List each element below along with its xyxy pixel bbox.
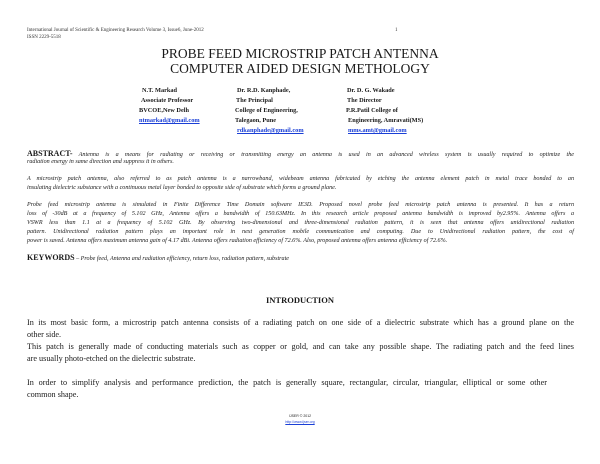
author-2-role: The Principal (236, 97, 273, 104)
author-1-affiliation: BVCOE,New Delh (139, 107, 190, 114)
author-3-email[interactable]: mms.amt@gmail.com (348, 127, 407, 134)
paper-title-line-2: COMPUTER AIDED DESIGN METHOLOGY (170, 61, 430, 76)
abstract-line: pattern. Unidirectional radiation pattern plays an important role in next generation mobile communication and computing. Due to Unidirectional radiation pattern, the cost of (27, 229, 574, 235)
intro-line: In order to simplify analysis and performance prediction, the patch is generally square, rectangular, circular, triangular, elliptical or some other (27, 378, 547, 387)
abstract-line (27, 150, 574, 158)
author-2-email[interactable]: rdkanphade@gmail.com (237, 127, 304, 134)
abstract-line: radiation energy in same direction and suppress it in others. (27, 159, 174, 165)
author-1-name: N.T. Markad (142, 87, 178, 94)
abstract-line: A microstrip patch antenna, also referred to as patch antenna is a narrowband, widebeam antenna fabricated by etching the antenna element patch in metal trace bonded to an (27, 176, 574, 182)
author-3-location: Engineering, Amravati(MS) (348, 117, 424, 124)
intro-line: are usually photo-etched on the dielectric substrate. (27, 354, 196, 363)
journal-header: International Journal of Scientific & Engineering Research Volume 3, Issue6, June-2012 (27, 28, 204, 33)
keywords-line (27, 254, 289, 262)
abstract-line: Probe feed microstrip antenna is simulated in Finite Difference Time Domain software IE3D. Proposed novel probe feed microstrip patch antenna is presented. It has a return (27, 202, 574, 208)
footer-copyright: IJSER © 2012 (288, 414, 312, 418)
abstract-line: loss of -30dB at a frequency of 5.102 GHz, Antenna offers a bandwidth of 150.63MHz. In this research article proposed antenna bandwidth is improved by2.95%. Antenna offers a (27, 211, 574, 217)
author-3-name: Dr. D. G. Wakade (347, 87, 395, 94)
footer-url[interactable]: http://www.ijser.org (285, 420, 315, 424)
abstract-line: insulating dielectric substance with a continuous metal layer bonded to opposite side of substrate which forms a ground plane. (27, 185, 337, 191)
intro-line: In its most basic form, a microstrip patch antenna consists of a radiating patch on one side of a dielectric substrate which has a ground plane on the (27, 318, 574, 327)
intro-line: other side. (27, 330, 62, 339)
author-1-role: Associate Professor (141, 97, 194, 104)
author-2-affiliation: College of Engineering, (235, 107, 298, 114)
author-3-affiliation: P.R.Patil College of (346, 107, 398, 114)
intro-line: This patch is generally made of conducting materials such as copper or gold, and can take any possible shape. The radiating patch and the feed lines (27, 342, 574, 351)
issn: ISSN 2229-5518 (27, 35, 61, 40)
author-2-name: Dr. R.D. Kanphade, (237, 87, 291, 94)
keywords-label: KEYWORDS (27, 253, 75, 262)
abstract-line: VSWR less than 1.1 at a frequency of 5.102 GHz. By observing two-dimensional and three-dimensional radiation pattern, it is seen that antenna offers unidirectional radiation (27, 220, 574, 226)
abstract-text: Antenna is a means for radiating or receiving or transmitting energy an antenna is used in an advanced wireless system is usually required to optimize the (78, 152, 574, 158)
author-3-role: The Director (347, 97, 382, 104)
intro-line: common shape. (27, 390, 79, 399)
page-number: 1 (395, 28, 398, 33)
abstract-line: power is saved. Antenna offers maximum antenna gain of 4.17 dBi. Antenna offers radiation efficiency of 72.6%. Also, proposed antenna offers antenna efficiency of 72.6%. (27, 238, 448, 244)
keywords-text: – Probe feed, Antenna and radiation efficiency, return loss, radiation pattern, substrate (76, 256, 289, 262)
introduction-heading: INTRODUCTION (265, 295, 334, 305)
abstract-label: ABSTRACT- (27, 149, 73, 158)
paper-title-line-1: PROBE FEED MICROSTRIP PATCH ANTENNA (161, 46, 439, 61)
author-1-email[interactable]: ntmarkad@gmail.com (139, 117, 200, 124)
author-2-location: Talegaon, Pune (235, 117, 277, 124)
